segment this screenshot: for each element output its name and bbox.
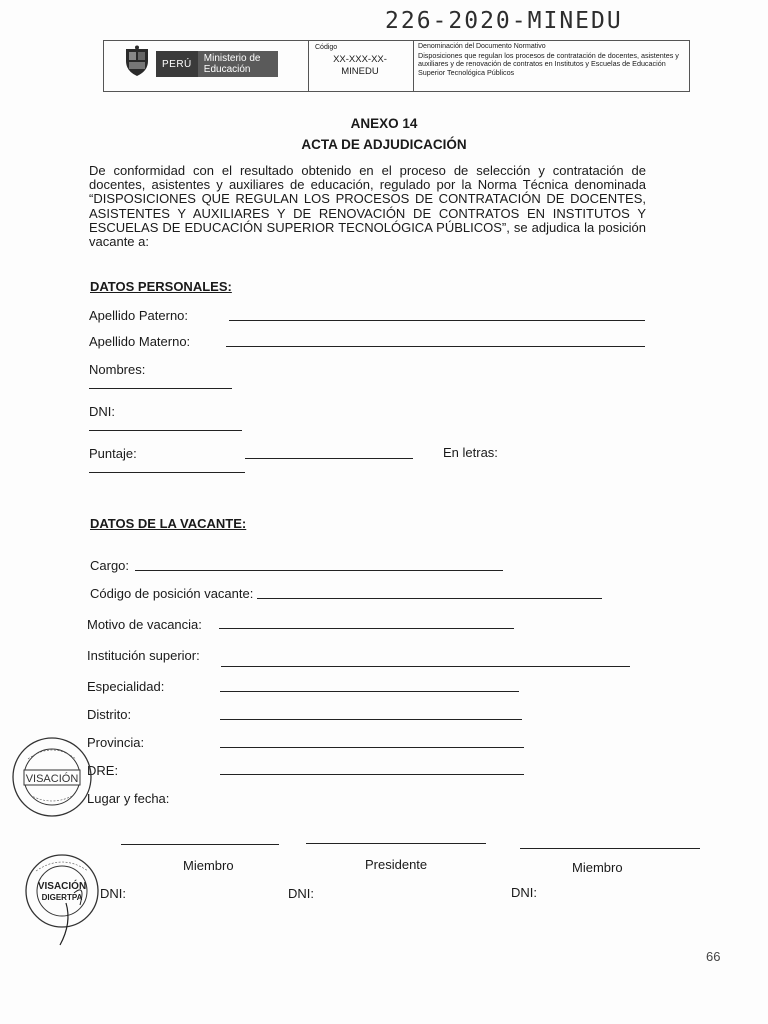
label-cargo: Cargo:	[90, 558, 130, 573]
header-docname-cell	[414, 41, 689, 91]
field-cargo[interactable]	[135, 570, 503, 571]
label-nombres: Nombres:	[89, 362, 146, 377]
signature-dni-center: DNI:	[288, 886, 314, 901]
field-apellido-materno[interactable]	[226, 346, 645, 347]
label-puntaje: Puntaje:	[89, 446, 137, 461]
field-nombres[interactable]	[89, 388, 232, 389]
signature-line-right[interactable]	[520, 848, 700, 849]
field-apellido-paterno[interactable]	[229, 320, 645, 321]
field-institucion-superior[interactable]	[221, 666, 630, 667]
label-apellido-paterno: Apellido Paterno:	[89, 308, 189, 323]
label-provincia: Provincia:	[87, 735, 145, 750]
signature-dni-right: DNI:	[511, 885, 537, 900]
field-puntaje-letras[interactable]	[89, 472, 245, 473]
field-puntaje[interactable]	[245, 458, 413, 459]
signature-label-miembro-left: Miembro	[183, 858, 234, 873]
section-heading-personal: DATOS PERSONALES:	[90, 279, 232, 294]
field-especialidad[interactable]	[220, 691, 519, 692]
signature-label-presidente: Presidente	[365, 857, 428, 872]
code-label: Código	[315, 44, 338, 51]
field-dre[interactable]	[220, 774, 524, 775]
label-distrito: Distrito:	[87, 707, 132, 722]
doc-name-value: Disposiciones que regulan los procesos de contratación de docentes, asistentes y auxiliares y de renovación de contratos en Institutos y Escuelas de Educación Superior Tecnológica Públicos	[418, 50, 679, 77]
field-dni[interactable]	[89, 430, 242, 431]
coat-of-arms-icon	[124, 45, 150, 77]
seal-upper-text: VISACIÓN	[25, 773, 79, 785]
header-code-cell	[309, 41, 414, 91]
label-codigo-posicion: Código de posición vacante:	[90, 586, 254, 601]
label-motivo-vacancia: Motivo de vacancia:	[87, 617, 202, 632]
visacion-seal-lower	[22, 853, 102, 949]
signature-line-center[interactable]	[306, 843, 486, 844]
seal-lower-line1: VISACIÓN	[37, 881, 87, 892]
logo-ministry: Ministerio de Educación	[198, 51, 278, 77]
field-distrito[interactable]	[220, 719, 522, 720]
document-header-table	[103, 40, 690, 92]
annex-title: ANEXO 14	[350, 116, 418, 131]
acta-title: ACTA DE ADJUDICACIÓN	[301, 137, 467, 152]
seal-lower-line2: DIGERTPA	[41, 893, 83, 902]
field-codigo-posicion[interactable]	[257, 598, 602, 599]
label-lugar-fecha: Lugar y fecha:	[87, 791, 170, 806]
label-apellido-materno: Apellido Materno:	[89, 334, 191, 349]
page-number: 66	[706, 949, 721, 964]
ministry-logo	[156, 51, 278, 77]
intro-paragraph: De conformidad con el resultado obtenido en el proceso de selección y contratación de docentes, asistentes y auxiliares de educación, regulado por la Norma Técnica denominada “DISPOSICIONES QUE REGULAN LOS PROCESOS DE CONTRATACIÓN DE DOCENTES, ASISTENTES Y AUXILIARES Y DE RENOVACIÓN DE CONTRATOS EN INSTITUTOS Y ESCUELAS DE EDUCACIÓN SUPERIOR TECNOLÓGICA PÚBLICOS”, se adjudica la posición vacante a:	[89, 163, 646, 250]
signature-label-miembro-right: Miembro	[572, 860, 623, 875]
visacion-seal-upper	[10, 735, 94, 819]
field-motivo-vacancia[interactable]	[219, 628, 514, 629]
header-logo-cell	[104, 41, 309, 91]
logo-country: PERÚ	[156, 51, 198, 77]
label-especialidad: Especialidad:	[87, 679, 165, 694]
label-dni: DNI:	[89, 404, 115, 419]
doc-name-label: Denominación del Documento Normativo	[418, 43, 546, 50]
section-heading-vacante: DATOS DE LA VACANTE:	[90, 516, 247, 531]
code-value: XX-XXX-XX-MINEDU	[333, 54, 387, 77]
label-institucion-superior: Institución superior:	[87, 648, 200, 663]
resolution-stamp-number: 226-2020-MINEDU	[385, 8, 623, 34]
field-provincia[interactable]	[220, 747, 524, 748]
signature-line-left[interactable]	[121, 844, 279, 845]
signature-dni-left: DNI:	[100, 886, 126, 901]
label-en-letras: En letras:	[443, 445, 498, 460]
label-dre: DRE:	[87, 763, 119, 778]
